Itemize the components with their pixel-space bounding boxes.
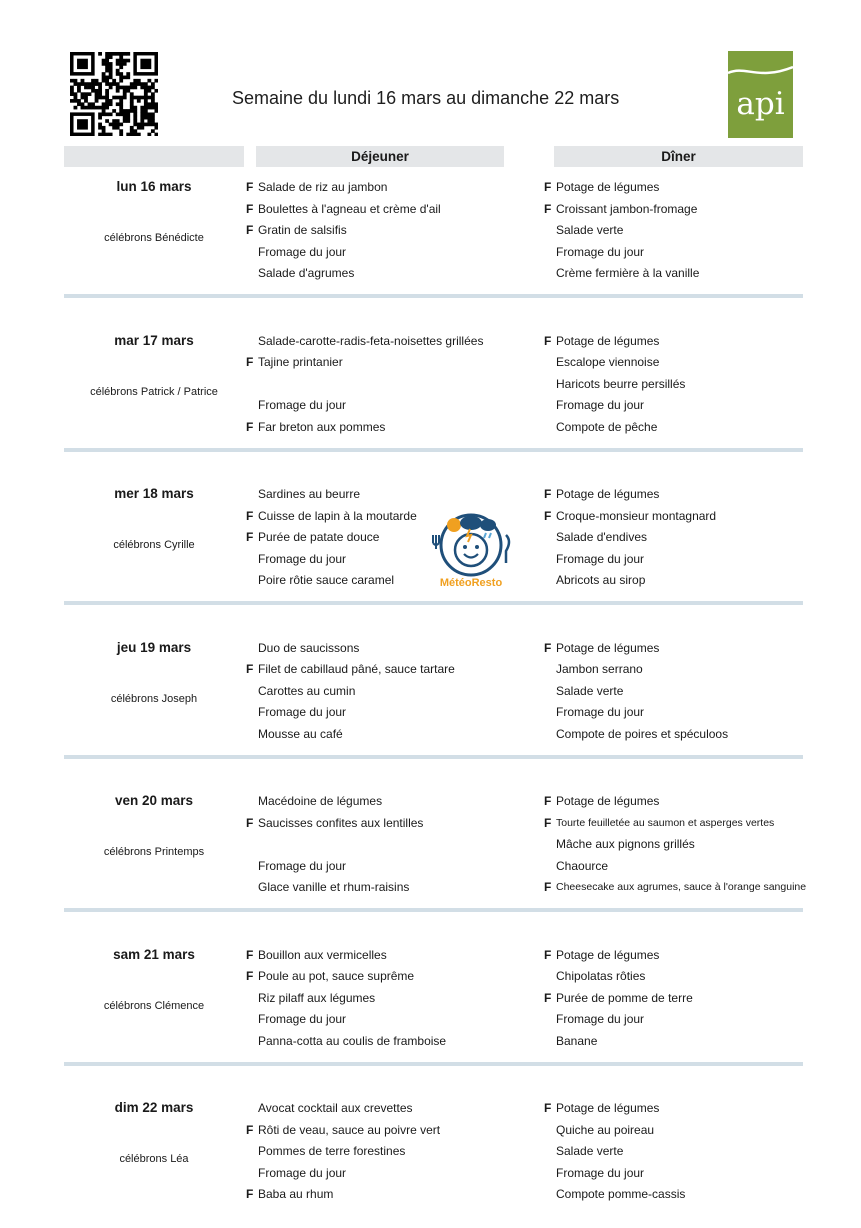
dish-name: Duo de saucissons <box>258 640 360 655</box>
dish-name: Croissant jambon-fromage <box>556 201 698 216</box>
saint-of-the-day: célébrons Patrick / Patrice <box>90 385 218 398</box>
dish-name: Jambon serrano <box>556 662 643 676</box>
day-block <box>0 153 861 307</box>
lunch-menu <box>246 1100 546 1208</box>
menu-item <box>246 640 546 662</box>
menu-item <box>544 858 814 880</box>
dish-name: Rôti de veau, sauce au poivre vert <box>258 1122 441 1137</box>
saint-of-the-day: célébrons Cyrille <box>113 539 195 551</box>
menu-item <box>544 222 814 244</box>
dish-name: Cuisse de lapin à la moutarde <box>258 508 417 523</box>
homemade-flag: F <box>544 947 552 962</box>
dish-name: Glace vanille et rhum-raisins <box>258 880 410 894</box>
homemade-flag: F <box>544 180 552 194</box>
menu-item <box>246 1100 546 1122</box>
homemade-flag: F <box>246 662 254 676</box>
homemade-flag: F <box>246 530 254 544</box>
menu-item <box>246 376 546 398</box>
dish-name: Tajine printanier <box>258 355 343 369</box>
homemade-flag: F <box>544 815 552 830</box>
menu-item <box>544 683 814 705</box>
column-header-dinner: Dîner <box>554 146 803 167</box>
day-block <box>0 307 861 461</box>
menu-item <box>246 179 546 201</box>
dish-name: Fromage du jour <box>258 705 347 719</box>
homemade-flag: F <box>246 223 254 237</box>
page-title: Semaine du lundi 16 mars au dimanche 22 mars <box>232 88 620 108</box>
menu-item <box>246 333 546 355</box>
dish-name: Fromage du jour <box>556 551 645 566</box>
menu-item <box>544 1165 814 1187</box>
homemade-flag: F <box>246 419 254 434</box>
fork-icon <box>433 535 439 549</box>
dish-name: Purée de pomme de terre <box>556 990 693 1005</box>
lunch-menu <box>246 179 546 287</box>
dish-name: Fromage du jour <box>556 1012 645 1026</box>
dish-name: Haricots beurre persillés <box>556 376 686 391</box>
dish-name: Fromage du jour <box>556 705 645 719</box>
dinner-menu <box>544 486 814 594</box>
homemade-flag: F <box>544 990 552 1005</box>
menu-item <box>544 376 814 398</box>
menu-item <box>246 1122 546 1144</box>
dish-name: Potage de légumes <box>556 947 660 962</box>
dish-name: Bouillon aux vermicelles <box>258 947 387 962</box>
menu-item <box>544 990 814 1012</box>
menu-item <box>246 265 546 287</box>
saint-of-the-day: célébrons Clémence <box>103 999 205 1012</box>
menu-item <box>246 1165 546 1187</box>
homemade-flag: F <box>544 508 552 523</box>
menu-item <box>544 333 814 355</box>
dinner-menu <box>544 947 814 1055</box>
day-block <box>0 767 861 921</box>
menu-item <box>246 244 546 266</box>
menu-item <box>544 244 814 266</box>
dish-name: Salade verte <box>556 683 624 698</box>
homemade-flag: F <box>246 815 254 830</box>
day-separator <box>64 448 803 452</box>
dish-name: Mousse au café <box>258 726 343 741</box>
menu-item <box>544 201 814 223</box>
menu-item <box>544 354 814 376</box>
menu-item <box>544 1186 814 1208</box>
sun-icon <box>447 518 461 532</box>
dish-name: Riz pilaff aux légumes <box>258 990 376 1005</box>
dish-name: Fromage du jour <box>258 244 347 259</box>
menu-item <box>246 858 546 880</box>
cloud-icon <box>460 516 482 530</box>
knife-icon <box>506 535 509 563</box>
dinner-menu <box>544 179 814 287</box>
dish-name: Boulettes à l'agneau et crème d'ail <box>258 201 441 216</box>
menu-item <box>544 1011 814 1033</box>
dish-name: Compote de pêche <box>556 419 658 434</box>
saint-of-the-day: célébrons Léa <box>119 1153 189 1165</box>
dish-name: Abricots au sirop <box>556 573 646 587</box>
menu-item <box>246 1011 546 1033</box>
menu-item <box>544 879 814 901</box>
menu-item <box>544 572 814 594</box>
menu-item <box>544 968 814 990</box>
homemade-flag: F <box>246 180 254 194</box>
homemade-flag: F <box>544 201 552 216</box>
qr-code <box>70 52 158 136</box>
menu-item <box>544 1033 814 1055</box>
dish-name: Fromage du jour <box>556 398 645 412</box>
menu-item <box>544 1122 814 1144</box>
day-separator <box>64 294 803 298</box>
menu-item <box>246 397 546 419</box>
dish-name: Salade-carotte-radis-feta-noisettes grillées <box>258 333 484 348</box>
homemade-flag: F <box>544 640 552 655</box>
menu-item <box>544 1143 814 1165</box>
menu-item <box>544 726 814 748</box>
dish-name: Filet de cabillaud pâné, sauce tartare <box>258 662 455 676</box>
dish-name: Potage de légumes <box>556 487 660 501</box>
dinner-menu <box>544 1100 814 1208</box>
dish-name: Tourte feuilletée au saumon et asperges vertes <box>556 816 775 829</box>
dish-name: Carottes au cumin <box>258 683 356 698</box>
dish-name: Fromage du jour <box>556 1165 645 1180</box>
dish-name: Chipolatas rôties <box>556 969 646 983</box>
homemade-flag: F <box>544 794 552 808</box>
dish-name: Fromage du jour <box>258 1012 347 1026</box>
menu-item <box>246 419 546 441</box>
meteo-logo-text: MétéoResto <box>439 577 503 589</box>
dish-name: Macédoine de légumes <box>258 794 383 808</box>
dish-name: Cheesecake aux agrumes, sauce à l'orange sanguine <box>556 881 807 893</box>
homemade-flag: F <box>544 333 552 348</box>
dish-name: Fromage du jour <box>258 551 347 566</box>
menu-item <box>246 879 546 901</box>
dish-name: Compote pomme-cassis <box>556 1187 686 1201</box>
dish-name: Poire rôtie sauce caramel <box>258 573 395 587</box>
day-name: jeu 19 mars <box>116 639 192 655</box>
day-name: mar 17 mars <box>114 332 194 348</box>
menu-item <box>246 704 546 726</box>
dish-name: Sardines au beurre <box>258 487 361 501</box>
menu-item <box>544 397 814 419</box>
dish-name: Croque-monsieur montagnard <box>556 508 717 523</box>
homemade-flag: F <box>246 969 254 983</box>
homemade-flag: F <box>246 508 254 523</box>
dish-name: Salade d'agrumes <box>258 266 355 280</box>
saint-of-the-day: célébrons Printemps <box>103 846 205 858</box>
day-block <box>0 614 861 768</box>
dish-name: Poule au pot, sauce suprême <box>258 969 415 983</box>
dish-name: Potage de légumes <box>556 333 660 348</box>
homemade-flag: F <box>246 355 254 369</box>
day-name: mer 18 mars <box>114 486 194 501</box>
menu-item <box>544 486 814 508</box>
dish-name: Banane <box>556 1033 598 1048</box>
dish-name: Fromage du jour <box>258 1165 347 1180</box>
saint-of-the-day: célébrons Bénédicte <box>104 232 204 244</box>
menu-item <box>544 551 814 573</box>
day-block <box>0 921 861 1075</box>
menu-item <box>246 354 546 376</box>
dish-name: Potage de légumes <box>556 794 660 808</box>
dish-name: Fromage du jour <box>258 398 347 412</box>
dish-name: Salade d'endives <box>556 530 648 544</box>
dish-name: Saucisses confites aux lentilles <box>258 815 424 830</box>
homemade-flag: F <box>246 201 254 216</box>
lunch-menu <box>246 333 546 441</box>
rain-icon <box>484 533 491 538</box>
dish-name: Salade de riz au jambon <box>258 180 388 194</box>
menu-item <box>246 990 546 1012</box>
day-name: lun 16 mars <box>116 179 192 194</box>
dish-name: Potage de légumes <box>556 1101 660 1115</box>
day-separator <box>64 1062 803 1066</box>
dish-name: Avocat cocktail aux crevettes <box>258 1101 413 1115</box>
menu-item <box>246 1033 546 1055</box>
menu-item <box>544 793 814 815</box>
menu-item <box>544 529 814 551</box>
dish-name: Escalope viennoise <box>556 355 660 369</box>
menu-item <box>544 508 814 530</box>
homemade-flag: F <box>246 1187 254 1201</box>
meteo-resto-logo <box>428 505 514 591</box>
menu-item <box>544 1100 814 1122</box>
dish-name: Purée de patate douce <box>258 530 380 544</box>
menu-item <box>246 947 546 969</box>
smiley-face-icon <box>455 534 487 566</box>
menu-item <box>246 1143 546 1165</box>
saint-of-the-day: célébrons Joseph <box>110 692 198 705</box>
day-separator <box>64 601 803 605</box>
menu-item <box>246 222 546 244</box>
dish-name: Compote de poires et spéculoos <box>556 726 729 741</box>
menu-item <box>246 683 546 705</box>
logo-text: api <box>736 86 785 122</box>
dish-name: Quiche au poireau <box>556 1122 655 1137</box>
dish-name: Chaource <box>556 858 609 873</box>
dish-name: Potage de légumes <box>556 180 660 194</box>
homemade-flag: F <box>544 487 552 501</box>
menu-item <box>246 793 546 815</box>
menu-item <box>246 661 546 683</box>
menu-item <box>544 947 814 969</box>
dish-name: Fromage du jour <box>556 244 645 259</box>
dish-name: Mâche aux pignons grillés <box>556 837 695 851</box>
menu-item <box>246 968 546 990</box>
homemade-flag: F <box>544 880 552 894</box>
lunch-menu <box>246 793 546 901</box>
dish-name: Far breton aux pommes <box>258 419 386 434</box>
dinner-menu <box>544 793 814 901</box>
homemade-flag: F <box>544 1101 552 1115</box>
day-name: dim 22 mars <box>114 1100 194 1115</box>
lunch-menu <box>246 640 546 748</box>
menu-item <box>544 179 814 201</box>
lunch-menu <box>246 947 546 1055</box>
menu-item <box>544 836 814 858</box>
menu-item <box>246 836 546 858</box>
dish-name: Potage de légumes <box>556 640 660 655</box>
menu-item <box>246 815 546 837</box>
menu-item <box>544 640 814 662</box>
dish-name: Pommes de terre forestines <box>258 1144 406 1158</box>
homemade-flag: F <box>246 1122 254 1137</box>
dish-name: Salade verte <box>556 1144 624 1158</box>
column-header-lunch: Déjeuner <box>256 146 504 167</box>
day-block <box>0 1074 861 1228</box>
homemade-flag: F <box>246 947 254 962</box>
menu-item <box>246 726 546 748</box>
menu-item <box>544 265 814 287</box>
menu-item <box>544 419 814 441</box>
menu-item <box>246 1186 546 1208</box>
dish-name: Crème fermière à la vanille <box>556 266 700 280</box>
dish-name: Panna-cotta au coulis de framboise <box>258 1033 447 1048</box>
day-separator <box>64 908 803 912</box>
dinner-menu <box>544 640 814 748</box>
dish-name: Gratin de salsifis <box>258 223 347 237</box>
menu-item <box>246 201 546 223</box>
day-separator <box>64 755 803 759</box>
dinner-menu <box>544 333 814 441</box>
dish-name: Fromage du jour <box>258 858 347 873</box>
dish-name: Salade verte <box>556 223 624 237</box>
menu-item <box>544 661 814 683</box>
day-name: sam 21 mars <box>113 946 195 962</box>
day-name: ven 20 mars <box>114 793 194 808</box>
dish-name: Baba au rhum <box>258 1187 334 1201</box>
menu-item <box>544 704 814 726</box>
menu-item <box>544 815 814 837</box>
api-logo <box>728 51 793 138</box>
